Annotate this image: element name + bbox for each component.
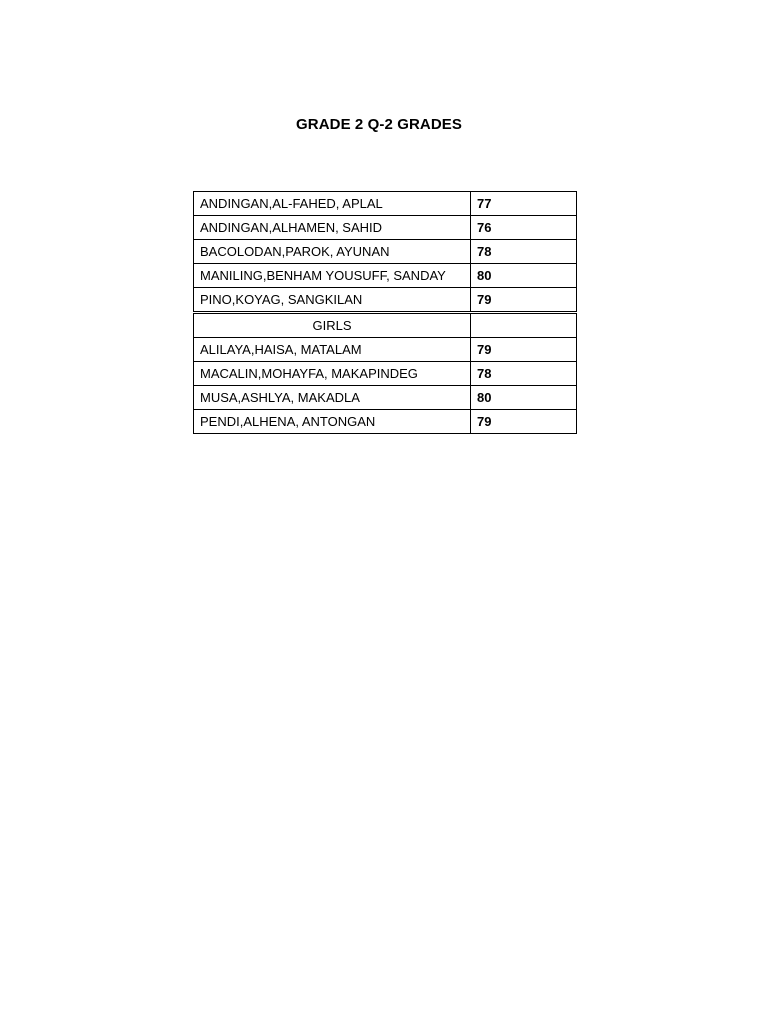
student-grade: 76: [471, 216, 577, 240]
table-row: [194, 264, 577, 288]
table-row: [194, 216, 577, 240]
student-grade: 78: [471, 362, 577, 386]
page-title: GRADE 2 Q-2 GRADES: [296, 116, 462, 133]
grades-table: [193, 191, 577, 434]
student-grade: 80: [471, 264, 577, 288]
table-row: [194, 362, 577, 386]
student-name: ANDINGAN,AL-FAHED, APLAL: [194, 192, 471, 216]
student-name: PINO,KOYAG, SANGKILAN: [194, 288, 471, 313]
table-row: [194, 288, 577, 313]
student-grade: 77: [471, 192, 577, 216]
student-name: PENDI,ALHENA, ANTONGAN: [194, 410, 471, 434]
student-name: MACALIN,MOHAYFA, MAKAPINDEG: [194, 362, 471, 386]
student-name: MANILING,BENHAM YOUSUFF, SANDAY: [194, 264, 471, 288]
student-name: ALILAYA,HAISA, MATALAM: [194, 338, 471, 362]
student-grade: 79: [471, 288, 577, 313]
section-header-row: [194, 313, 577, 338]
student-name: ANDINGAN,ALHAMEN, SAHID: [194, 216, 471, 240]
table-row: [194, 410, 577, 434]
table-row: [194, 192, 577, 216]
student-grade: 79: [471, 410, 577, 434]
girls-section-label: GIRLS: [194, 313, 471, 338]
student-grade: 80: [471, 386, 577, 410]
table-row: [194, 338, 577, 362]
student-name: BACOLODAN,PAROK, AYUNAN: [194, 240, 471, 264]
table-row: [194, 386, 577, 410]
student-grade: 79: [471, 338, 577, 362]
student-name: MUSA,ASHLYA, MAKADLA: [194, 386, 471, 410]
table-row: [194, 240, 577, 264]
student-grade: 78: [471, 240, 577, 264]
empty-grade-cell: [471, 313, 577, 338]
